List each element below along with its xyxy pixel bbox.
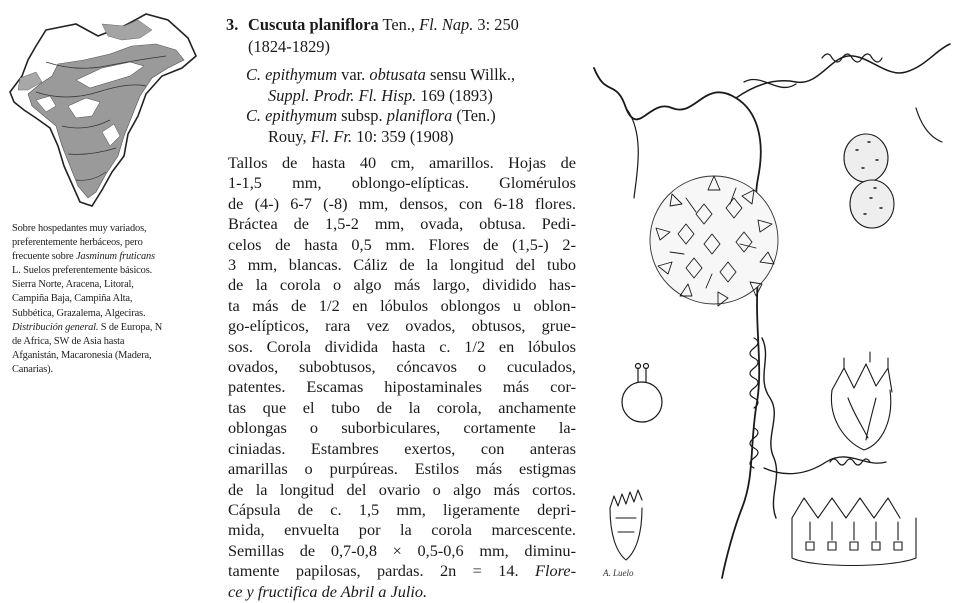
distribution-map (6, 6, 206, 218)
description-line: Cápsula de c. 1,5 mm, ligeramente depri- (228, 499, 576, 519)
description-line: de la longitud del ovario o algo más cortos. (228, 479, 576, 499)
description-line: Tallos de hasta 40 cm, amarillos. Hojas de (228, 153, 576, 172)
description-line: tas que el tubo de la corola, anchamente (228, 397, 576, 417)
species-number: 3. (226, 15, 239, 34)
synonym-author: Rouy, (268, 126, 311, 146)
seed-drawings (844, 134, 894, 228)
note-text: S de Europa, N (98, 321, 163, 333)
synonym-epithet: obtusata (369, 65, 426, 84)
description-line: Semillas de 0,7-0,8 × 0,5-0,6 mm, diminu- (228, 540, 576, 560)
twining-stem (762, 338, 777, 518)
description-line: Bráctea de 1,5-2 mm, ovada, obtusa. Pedi- (228, 214, 576, 234)
note-line: Subbética, Grazalema, Algeciras. (12, 307, 146, 319)
note-line: Canarias). (12, 363, 53, 375)
description-line: mida, envuelta por la corola marcescente. (228, 520, 576, 540)
synonym-epithet: planiflora (386, 106, 453, 125)
description-line: oblongas o suborbiculares, cortamente la- (228, 418, 576, 438)
description-line: patentes. Escamas hipostaminales más cor- (228, 377, 576, 397)
note-line: L. Suelos preferentemente básicos. (12, 265, 153, 277)
general-distribution-label: Distribución general. (12, 321, 99, 333)
capsule-drawing (622, 364, 662, 423)
synonym-list (246, 65, 576, 147)
twining-stem (736, 44, 950, 98)
description-line: go-elípticos, rara vez ovados, obtusos, grue- (228, 316, 576, 336)
description-line: de la corola o algo más largo, dividido has- (228, 275, 576, 295)
flower-glomerule (650, 176, 778, 306)
description-line: 1-1,5 mm, oblongo-elípticas. Glomérulos (228, 173, 576, 193)
synonym-publication: Fl. Fr. (310, 126, 353, 146)
note-line: Afganistán, Macaronesia (Madera, (12, 349, 152, 361)
phenology-text: ce y fructifica de Abril a Julio. (228, 581, 428, 601)
synonym-publication: Suppl. Prodr. Fl. Hisp. (268, 85, 417, 105)
synonym-entry (246, 65, 576, 106)
species-name: Cuscuta planiflora (248, 15, 379, 34)
note-line: Campiña Baja, Campiña Alta, (12, 293, 133, 305)
description-line: amarillas o purpúreas. Estilos más estigmas (228, 459, 576, 479)
note-line: Sierra Norte, Aracena, Litoral, (12, 279, 134, 291)
flower-side-view (831, 352, 892, 450)
species-heading (216, 14, 576, 58)
stem-coil (830, 459, 870, 465)
synonym-name: C. epithymum (246, 106, 338, 125)
phenology-text: Flore- (535, 561, 576, 581)
species-publication: Fl. Nap. (419, 15, 474, 34)
host-species-name: Jasminum fruticans (75, 251, 155, 263)
note-text: frecuente sobre (12, 251, 76, 263)
species-years: (1824-1829) (248, 37, 330, 56)
host-branch (916, 108, 942, 142)
description-line: ciniadas. Estambres exertos, con anteras (228, 438, 576, 458)
illustrator-signature: A. Luelo (603, 568, 634, 578)
synonym-author: sensu Willk., (425, 65, 516, 84)
hypostaminal-scale (610, 490, 642, 560)
description-text: tamente papilosas, pardas. 2n = 14. (228, 561, 535, 581)
species-author: Ten., (378, 15, 420, 34)
note-line (12, 321, 208, 335)
note-line: de Africa, SW de Asia hasta (12, 335, 125, 347)
opened-corolla (792, 498, 916, 566)
synonym-name: C. epithymum (246, 65, 338, 84)
distribution-note (12, 222, 208, 377)
note-line: preferentemente herbáceos, pero (12, 237, 143, 249)
synonym-entry (246, 106, 576, 147)
description-line: celos de hasta 0,5 mm. Flores de (1,5-) 2- (228, 234, 576, 254)
synonym-ref: 10: 359 (1908) (352, 126, 454, 146)
synonym-rank: var. (337, 65, 370, 84)
species-publication-ref: 3: 250 (473, 15, 519, 34)
synonym-rank: subsp. (337, 106, 387, 125)
botanical-illustration (586, 38, 954, 586)
description-line: sos. Corola dividida hasta c. 1/2 en lóbulos (228, 336, 576, 356)
description-line (228, 561, 576, 581)
note-line (12, 250, 208, 264)
note-line: Sobre hospedantes muy variados, (12, 223, 147, 234)
host-branch (626, 108, 638, 198)
synonym-ref: 169 (1893) (416, 85, 493, 105)
description-line: de (4-) 6-7 (-8) mm, densos, con 6-18 flores. (228, 193, 576, 213)
description-line: 3 mm, blancas. Cáliz de la longitud del tubo (228, 255, 576, 275)
description-line: ta más de 1/2 en lóbulos oblongos u oblon- (228, 295, 576, 315)
synonym-author: (Ten.) (452, 106, 496, 125)
description-line (228, 582, 576, 602)
species-description (228, 153, 576, 602)
description-line: ovados, subobtusos, cóncavos o cuculados, (228, 357, 576, 377)
